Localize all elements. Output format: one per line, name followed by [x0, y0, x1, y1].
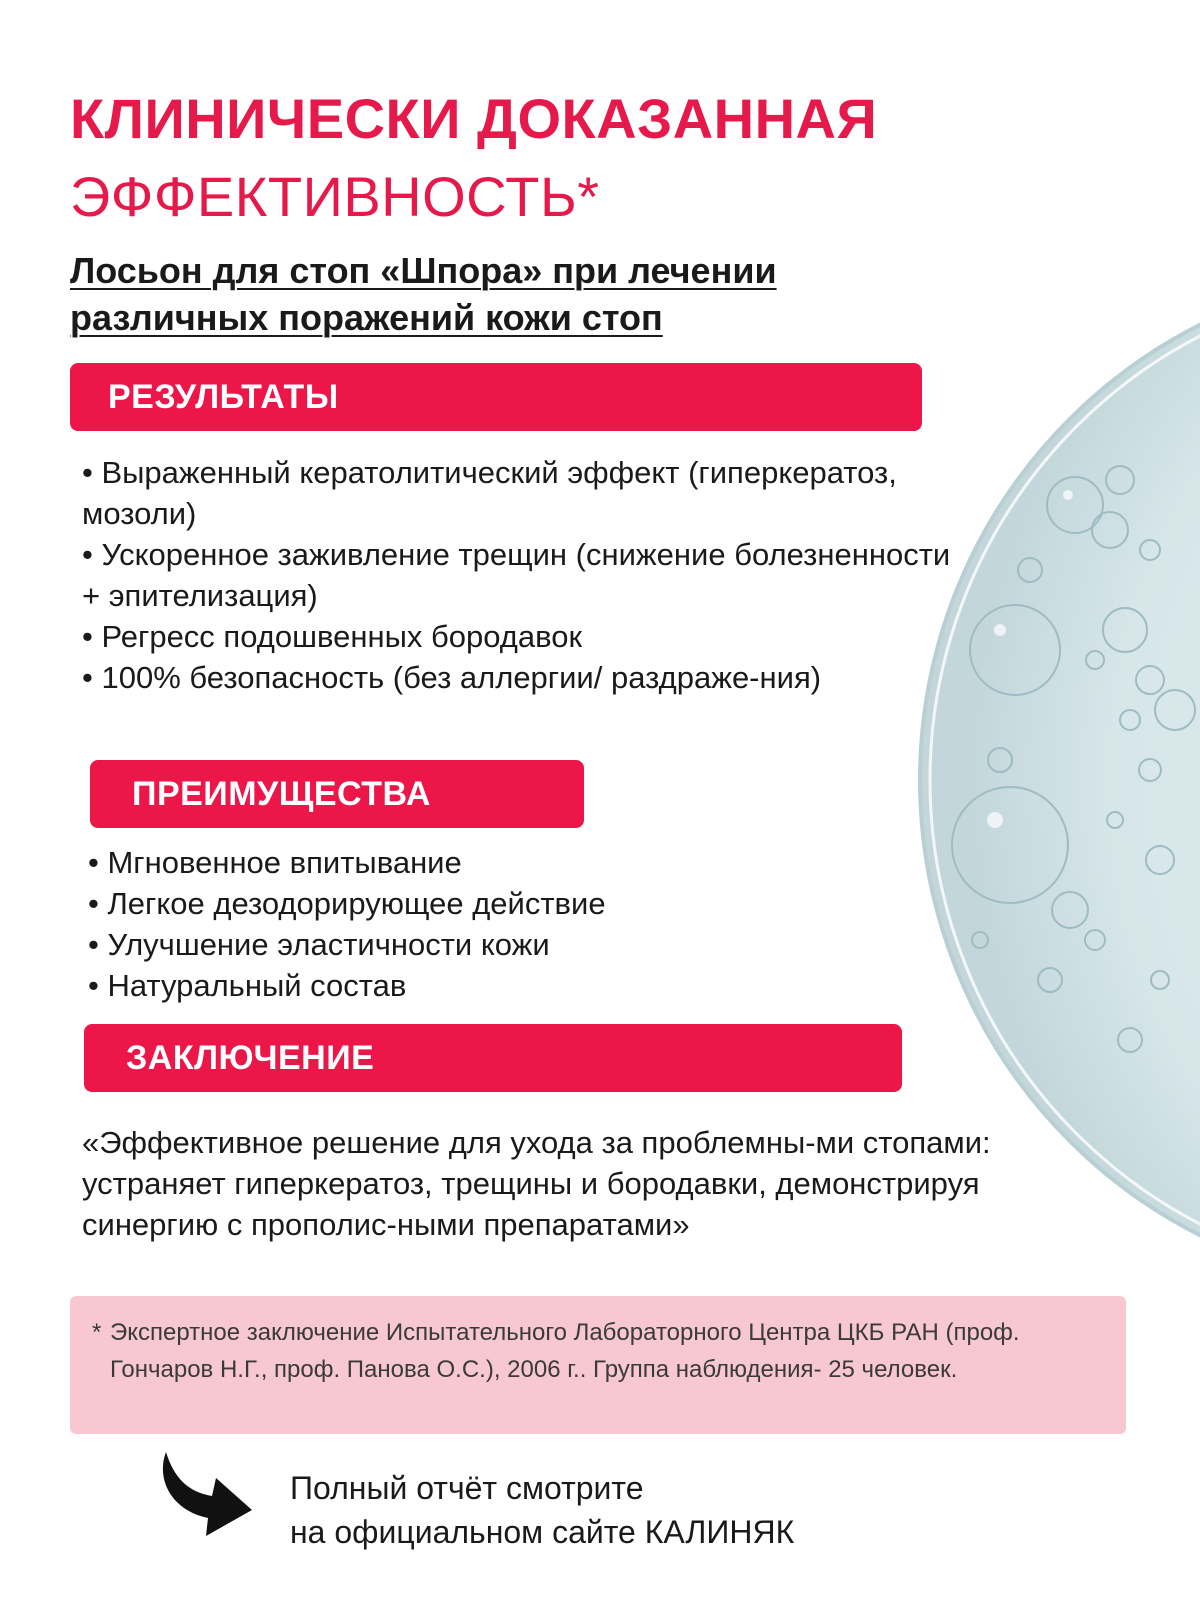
footnote-text: Экспертное заключение Испытательного Лабораторного Центра ЦКБ РАН (проф. Гончаров Н.Г., проф. Панова О.С.), 2006 г.. Группа наблюдения- 25 человек.	[110, 1319, 1020, 1383]
list-item: • Натуральный состав	[88, 968, 407, 1003]
advantages-list	[88, 842, 908, 1006]
subtitle-line1: Лосьон для стоп «Шпора» при лечении	[70, 250, 777, 291]
list-item: • Выраженный кератолитический эффект (гиперкератоз, мозоли)	[82, 455, 897, 531]
list-item: • Легкое дезодорирующее действие	[88, 886, 606, 921]
list-item: • Регресс подошвенных бородавок	[82, 619, 583, 654]
subtitle-line2: различных поражений кожи стоп	[70, 297, 663, 338]
conclusion-label: ЗАКЛЮЧЕНИЕ	[126, 1038, 375, 1077]
conclusion-text: «Эффективное решение для ухода за проблемны-ми стопами: устраняет гиперкератоз, трещины и бородавки, демонстрируя синергию с прополис-ными препаратами»	[82, 1125, 991, 1242]
report-line1: Полный отчёт смотрите	[290, 1470, 644, 1506]
page-title-line1: КЛИНИЧЕСКИ ДОКАЗАННАЯ	[70, 87, 878, 150]
advantages-header	[90, 760, 584, 828]
list-item: • Ускоренное заживление трещин (снижение болезненности + эпителизация)	[82, 537, 951, 613]
curved-arrow-icon	[152, 1448, 258, 1556]
report-note	[290, 1466, 794, 1554]
results-label: РЕЗУЛЬТАТЫ	[108, 377, 339, 416]
list-item: • 100% безопасность (без аллергии/ раздраже-ния)	[82, 660, 822, 695]
conclusion-header	[84, 1024, 902, 1092]
footnote-star: *	[92, 1319, 102, 1346]
results-list	[82, 452, 962, 698]
subtitle	[70, 247, 930, 341]
list-item: • Мгновенное впитывание	[88, 845, 462, 880]
advantages-label: ПРЕИМУЩЕСТВА	[132, 774, 431, 813]
footnote	[70, 1296, 1126, 1434]
page-title-line2: ЭФФЕКТИВНОСТЬ*	[70, 165, 600, 228]
results-header	[70, 363, 922, 431]
report-line2: на официальном сайте КАЛИНЯК	[290, 1514, 795, 1550]
bubbles-illustration	[900, 300, 1200, 1240]
list-item: • Улучшение эластичности кожи	[88, 927, 550, 962]
